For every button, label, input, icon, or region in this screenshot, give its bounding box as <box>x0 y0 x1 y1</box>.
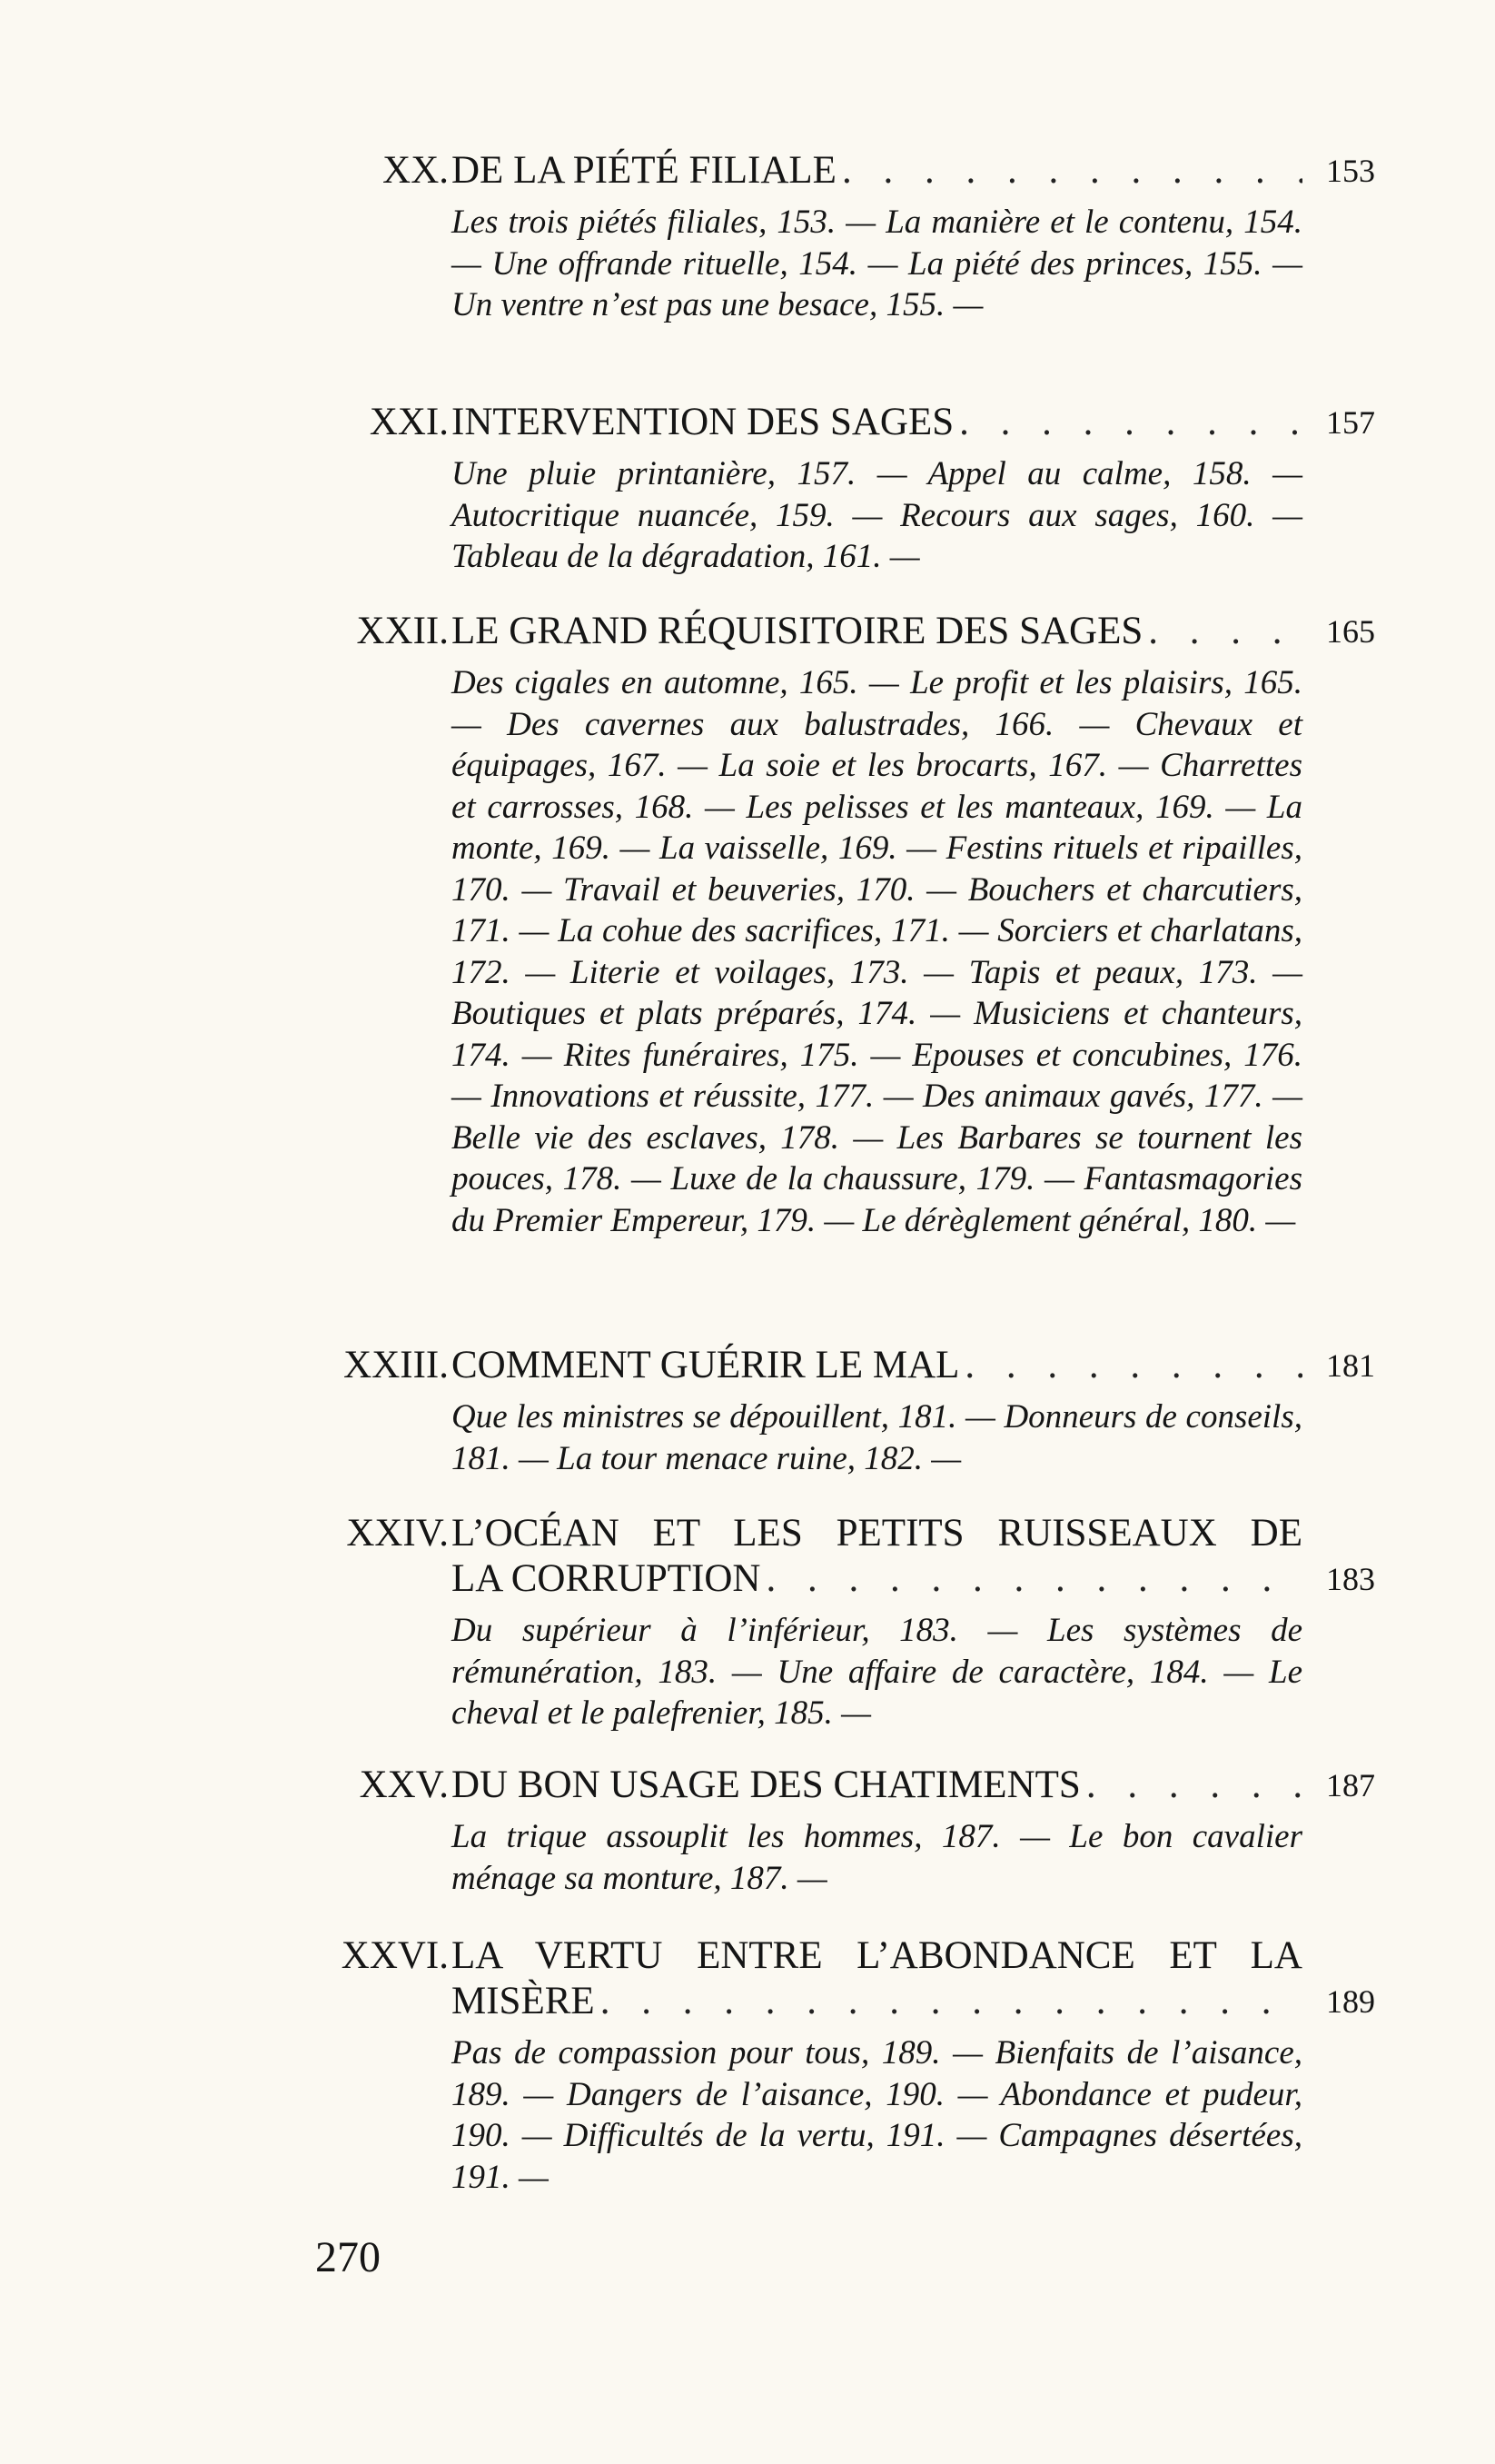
chapter-number: XXV. <box>359 1764 449 1806</box>
chapter-title: LE GRAND RÉQUISITOIRE DES SAGES <box>451 610 1144 652</box>
chapter-title-line <box>451 145 1302 196</box>
chapter-title: MISÈRE <box>451 1980 595 2022</box>
chapter-title: LA CORRUPTION <box>451 1557 761 1600</box>
dot-leader <box>766 1554 1302 1605</box>
chapter-number: XXI. <box>369 401 449 443</box>
chapter-title-first-line: LA VERTU ENTRE L’ABONDANCE ET LA <box>451 1934 1302 1977</box>
chapter-number: XXVI. <box>341 1934 449 1977</box>
chapter-page: 189 <box>1326 1983 1375 2020</box>
chapter-number: XXIV. <box>346 1512 449 1555</box>
chapter-title: INTERVENTION DES SAGES <box>451 401 955 443</box>
chapter-number: XX. <box>382 149 449 192</box>
chapter-summary: Que les ministres se dépouillent, 181. — Donneurs de conseils, 181. — La tour menace ruine, 182. — <box>451 1398 1302 1477</box>
chapter-summary: Des cigales en automne, 165. — Le profit et les plaisirs, 165. — Des cavernes aux balustrades, 166. — Chevaux et équipages, 167. — La soie et les brocarts, 167. — Charrettes et carrosses, 168. — Les pelisses et les manteaux, 169. — La monte, 169. — La vaisselle, 169. — Festins rituels et ripailles, 170. — Travail et beuveries, 170. — Bouchers et charcutiers, 171. — La cohue des sacrifices, 171. — Sorciers et charlatans, 172. — Literie et voilages, 173. — Tapis et peaux, 173. — Boutiques et plats préparés, 174. — Musiciens et chanteurs, 174. — Rites funéraires, 175. — Epouses et concubines, 176. — Innovations et réussite, 177. — Des animaux gavés, 177. — Belle vie des esclaves, 178. — Les Barbares se tournent les pouces, 178. — Luxe de la chaussure, 179. — Fantasmagories du Premier Empereur, 179. — Le dérèglement général, 180. — <box>451 664 1302 1239</box>
chapter-page: 153 <box>1326 153 1375 189</box>
dot-leader <box>965 1340 1302 1391</box>
chapter-page: 165 <box>1326 613 1375 650</box>
chapter-summary: Les trois piétés filiales, 153. — La manière et le contenu, 154. — Une offrande rituelle, 154. — La piété des princes, 155. — Un ventre n’est pas une besace, 155. — <box>451 204 1302 323</box>
chapter-page: 157 <box>1326 404 1375 441</box>
chapter-title-line <box>451 1760 1302 1811</box>
dot-leader <box>1086 1760 1302 1811</box>
chapter-title-first-line: L’OCÉAN ET LES PETITS RUISSEAUX DE <box>451 1512 1302 1555</box>
chapter-page: 183 <box>1326 1561 1375 1597</box>
chapter-number: XXIII. <box>343 1344 449 1386</box>
chapter-page: 187 <box>1326 1767 1375 1803</box>
chapter-summary: Pas de compassion pour tous, 189. — Bienfaits de l’aisance, 189. — Dangers de l’aisance, 190. — Abondance et pudeur, 190. — Difficultés de la vertu, 191. — Campagnes désertées, 191. — <box>451 2034 1302 2196</box>
dot-leader <box>1148 606 1302 657</box>
chapter-summary: La trique assouplit les hommes, 187. — Le bon cavalier ménage sa monture, 187. — <box>451 1818 1302 1897</box>
chapter-title-line <box>451 1340 1302 1391</box>
chapter-number: XXII. <box>356 610 449 652</box>
chapter-title: COMMENT GUÉRIR LE MAL <box>451 1344 960 1386</box>
page-number: 270 <box>315 2233 381 2281</box>
chapter-title: DU BON USAGE DES CHATIMENTS <box>451 1764 1081 1806</box>
chapter-title-line <box>451 397 1302 448</box>
chapter-title: DE LA PIÉTÉ FILIALE <box>451 149 837 192</box>
dot-leader <box>600 1976 1302 2027</box>
dot-leader <box>842 145 1302 196</box>
chapter-title-line <box>451 1554 1302 1605</box>
chapter-title-line <box>451 606 1302 657</box>
chapter-title-line <box>451 1976 1302 2027</box>
dot-leader <box>959 397 1302 448</box>
chapter-page: 181 <box>1326 1347 1375 1384</box>
chapter-summary: Une pluie printanière, 157. — Appel au calme, 158. — Autocritique nuancée, 159. — Recours aux sages, 160. — Tableau de la dégradation, 161. — <box>451 455 1302 575</box>
chapter-summary: Du supérieur à l’inférieur, 183. — Les systèmes de rémunération, 183. — Une affaire de caractère, 184. — Le cheval et le palefrenier, 185. — <box>451 1612 1302 1732</box>
